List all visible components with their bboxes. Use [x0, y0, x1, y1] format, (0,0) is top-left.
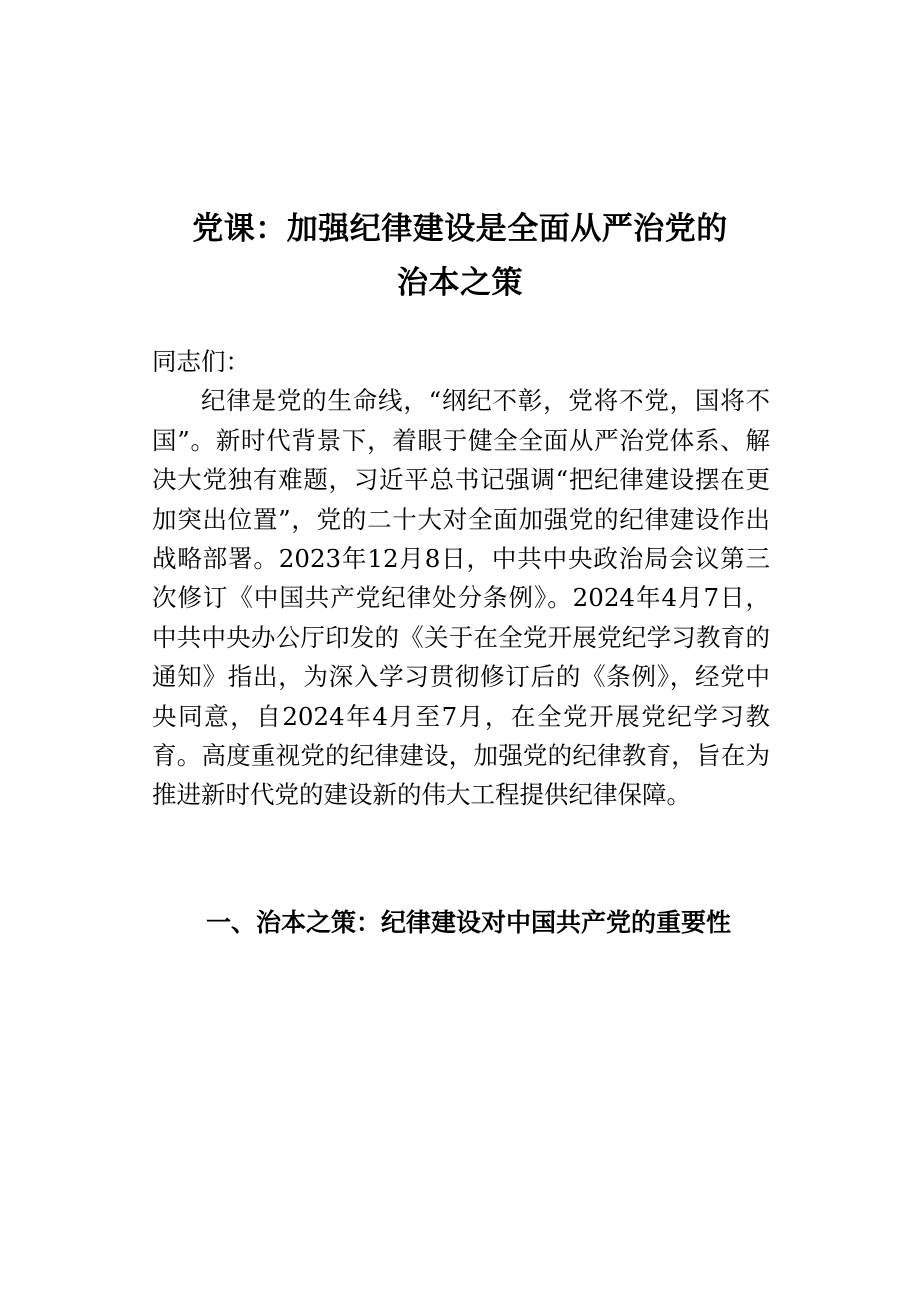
intro-paragraph: 纪律是党的生命线，“纲纪不彰，党将不党，国将不国”。新时代背景下，着眼于健全全面从严治党体系、解决大党独有难题，习近平总书记强调“把纪律建设摆在更加突出位置”，党的二十大对全面加强党的纪律建设作出战略部署。2023年12月8日，中共中央政治局会议第三次修订《中国共产党纪律处分条例》。2024年4月7日，中共中央办公厅印发的《关于在全党开展党纪学习教育的通知》指出，为深入学习贯彻修订后的《条例》，经党中央同意，自2024年4月至7月，在全党开展党纪学习教育。高度重视党的纪律建设，加强党的纪律教育，旨在为推进新时代党的建设新的伟大工程提供纪律保障。 — [152, 386, 770, 810]
document-body — [152, 342, 770, 815]
salutation: 同志们： — [152, 347, 250, 376]
document-title — [140, 202, 780, 310]
document-title-line-1: 党课：加强纪律建设是全面从严治党的 — [192, 211, 728, 247]
document-title-line-2: 治本之策 — [397, 265, 523, 301]
section-heading-1: 一、治本之策：纪律建设对中国共产党的重要性 — [206, 908, 732, 937]
